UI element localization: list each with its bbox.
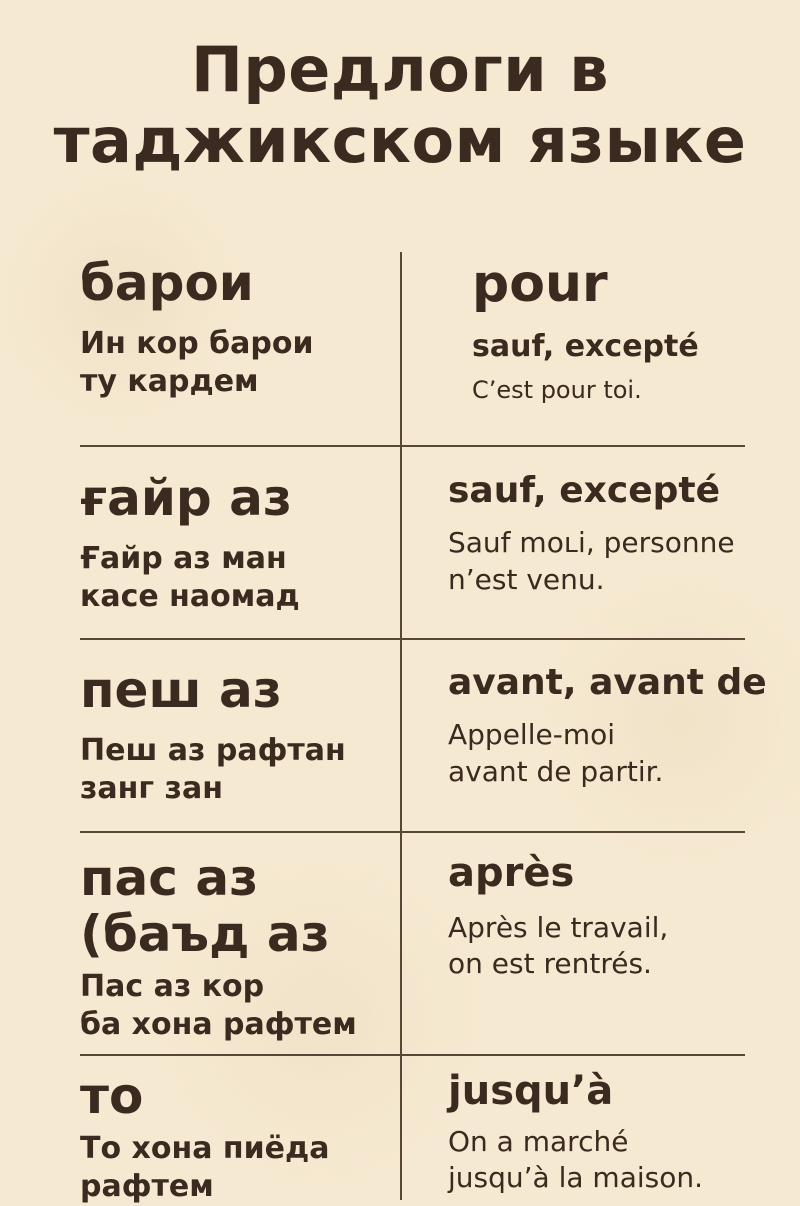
french-example: On a marché jusqu’à la maison.	[448, 1125, 704, 1195]
row-divider	[80, 1054, 745, 1056]
tajik-example: Пеш аз рафтан занг зан	[80, 733, 346, 807]
french-cell	[472, 255, 800, 406]
french-translation: sauf, excepté	[448, 470, 721, 511]
french-example: Sauf moʟi, personne n’est venu.	[448, 526, 735, 596]
row-divider	[80, 638, 745, 640]
page-title: Предлоги в таджикском языке	[53, 33, 747, 178]
tajik-example: То хона пиёда рафтем	[80, 1131, 330, 1205]
french-example: Après le travail, on est rentrés.	[448, 911, 669, 981]
french-cell	[448, 1068, 788, 1197]
tajik-preposition: барои	[80, 254, 254, 312]
french-translation: après	[448, 850, 575, 896]
tajik-preposition: пас аз (баъд аз	[80, 849, 330, 963]
tajik-cell	[80, 1068, 390, 1206]
french-cell	[448, 850, 788, 983]
row-divider	[80, 445, 745, 447]
tajik-example: Пас аз кор ба хона рафтем	[80, 969, 357, 1043]
row-divider	[80, 831, 745, 833]
tajik-preposition: то	[80, 1067, 144, 1125]
french-translation: avant, avant de	[448, 662, 767, 703]
tajik-cell	[80, 662, 390, 808]
french-example: C’est pour toi.	[472, 375, 642, 404]
tajik-preposition: ғайр аз	[80, 469, 292, 527]
french-subtranslation: sauf, excepté	[472, 328, 699, 364]
french-translation: pour	[472, 254, 608, 314]
french-translation: jusqu’à	[448, 1068, 614, 1114]
french-example: Appelle-moi avant de partir.	[448, 718, 664, 788]
french-cell	[448, 470, 788, 598]
tajik-cell	[80, 255, 390, 401]
tajik-cell	[80, 470, 390, 616]
tajik-preposition: пеш аз	[80, 661, 282, 719]
tajik-example: Ин кор барои ту кардем	[80, 326, 314, 400]
french-cell	[448, 662, 788, 790]
column-divider	[400, 252, 402, 1200]
tajik-cell	[80, 850, 390, 1044]
tajik-example: Ғайр аз ман касе наомад	[80, 541, 300, 615]
